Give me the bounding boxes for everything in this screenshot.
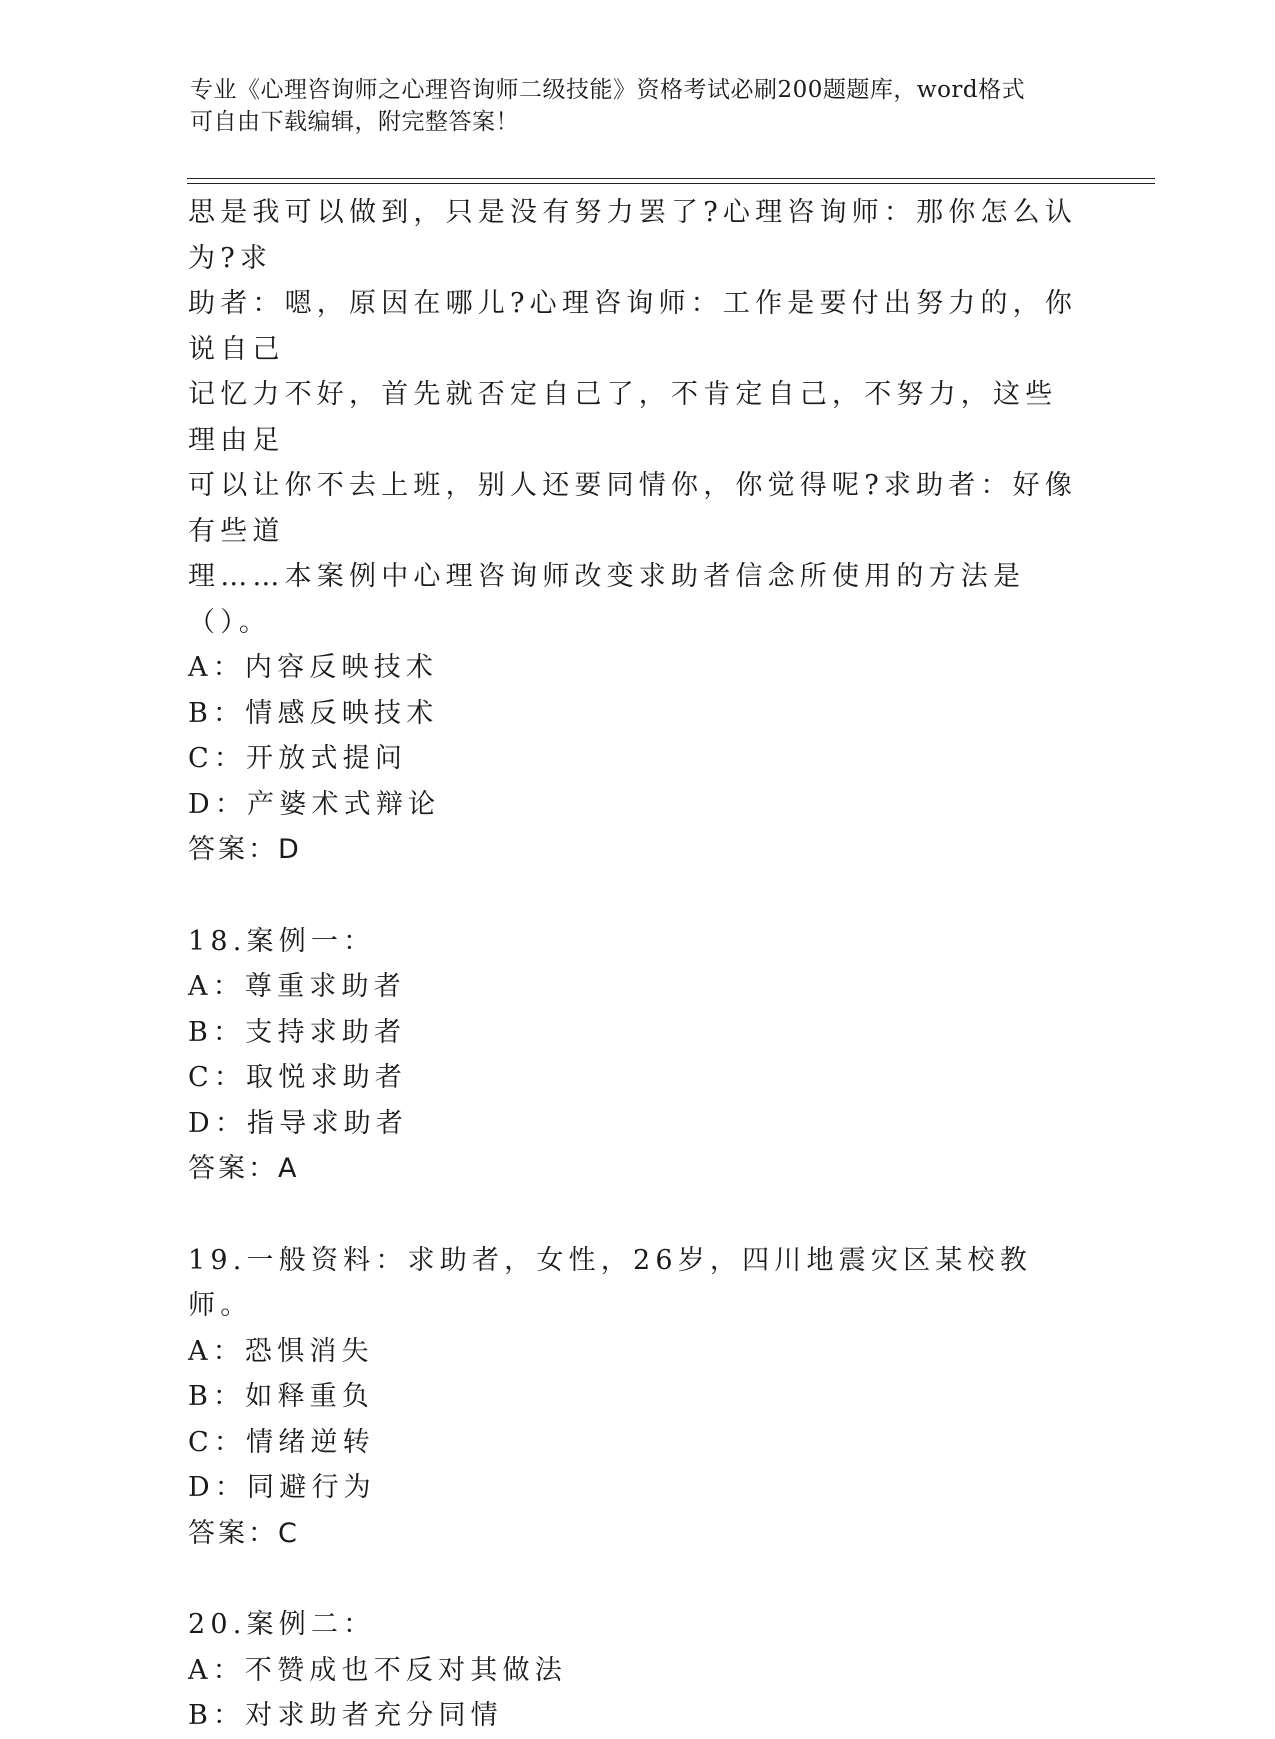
spacer: [188, 1556, 1088, 1602]
question-content: [188, 190, 1088, 1739]
question-19: [188, 1238, 1088, 1557]
question-text-line: 理……本案例中心理咨询师改变求助者信念所使用的方法是（）。: [188, 561, 1026, 638]
answer-label: 答案：D: [188, 834, 302, 865]
option-b: B：如释重负: [188, 1381, 375, 1412]
question-18: [188, 919, 1088, 1192]
option-a: A：不赞成也不反对其做法: [188, 1654, 567, 1686]
header-divider-top: [187, 178, 1155, 179]
header-line-1: 专业《心理咨询师之心理咨询师二级技能》资格考试必刷200题题库，word格式: [190, 77, 1026, 103]
option-b: B：支持求助者: [188, 1016, 407, 1048]
header-line-2: 可自由下载编辑，附完整答案！: [190, 109, 519, 135]
option-c: C：取悦求助者: [188, 1062, 408, 1093]
spacer: [188, 873, 1088, 919]
answer-label: 答案：A: [188, 1153, 300, 1184]
question-17-continued: [188, 190, 1088, 873]
option-a: A：恐惧消失: [188, 1335, 374, 1367]
header-divider-bottom: [187, 183, 1155, 184]
option-b: B：对求助者充分同情: [188, 1700, 503, 1731]
option-d: D：产婆术式辩论: [188, 788, 441, 820]
option-a: A：尊重求助者: [188, 971, 406, 1002]
option-b: B：情感反映技术: [188, 697, 439, 729]
question-text-line: 思是我可以做到，只是没有努力罢了?心理咨询师：那你怎么认为?求: [188, 197, 1078, 274]
document-header: [190, 74, 1070, 138]
question-text-line: 记忆力不好，首先就否定自己了，不肯定自己，不努力，这些理由足: [188, 379, 1058, 456]
option-a: A：内容反映技术: [188, 652, 439, 683]
question-20: [188, 1602, 1088, 1739]
option-c: C：情绪逆转: [188, 1426, 375, 1458]
question-text-line: 可以让你不去上班，别人还要同情你，你觉得呢?求助者：好像有些道: [188, 470, 1078, 547]
question-stem: 18.案例一：: [188, 925, 376, 957]
option-c: C：开放式提问: [188, 743, 408, 774]
spacer: [188, 1192, 1088, 1238]
question-text-line: 助者：嗯，原因在哪儿?心理咨询师：工作是要付出努力的，你说自己: [188, 288, 1078, 365]
question-stem: 20.案例二：: [188, 1609, 376, 1640]
question-stem: 19.一般资料：求助者，女性，26岁，四川地震灾区某校教师。: [188, 1244, 1032, 1321]
answer-label: 答案：C: [188, 1517, 300, 1549]
option-d: D：指导求助者: [188, 1107, 409, 1139]
option-d: D：同避行为: [188, 1472, 376, 1503]
